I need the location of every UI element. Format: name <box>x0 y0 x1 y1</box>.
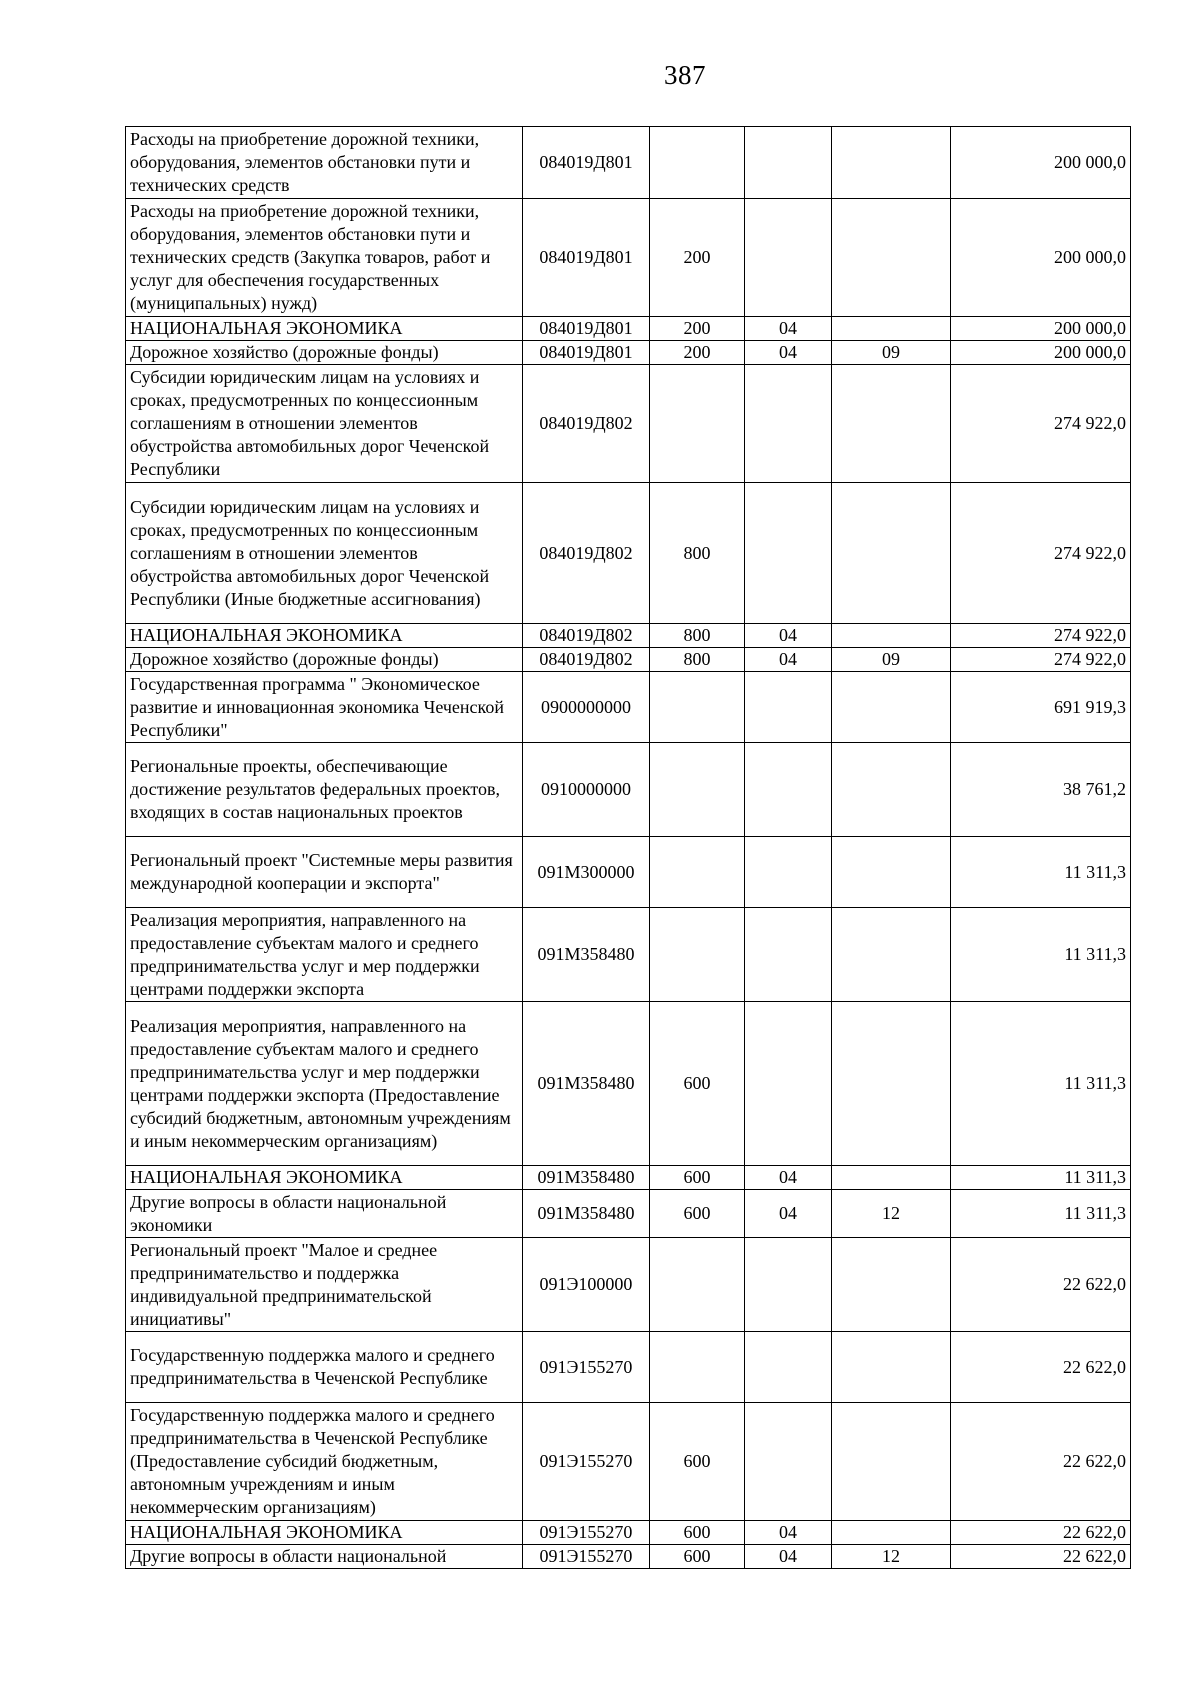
row-target-code: 084019Д801 <box>523 127 650 199</box>
row-target-code: 0910000000 <box>523 743 650 837</box>
row-subsection <box>832 483 951 624</box>
row-target-code: 091М358480 <box>523 1002 650 1166</box>
row-amount: 274 922,0 <box>951 365 1131 483</box>
row-section: 04 <box>745 1521 832 1545</box>
row-target-code: 091М358480 <box>523 1166 650 1190</box>
row-section <box>745 837 832 908</box>
row-amount: 274 922,0 <box>951 483 1131 624</box>
row-expense-type <box>650 908 745 1002</box>
row-expense-type <box>650 365 745 483</box>
row-section <box>745 908 832 1002</box>
row-subsection <box>832 908 951 1002</box>
row-section <box>745 1002 832 1166</box>
row-target-code: 084019Д801 <box>523 341 650 365</box>
row-section <box>745 743 832 837</box>
row-expense-type: 600 <box>650 1166 745 1190</box>
row-amount: 22 622,0 <box>951 1545 1131 1569</box>
row-expense-type: 600 <box>650 1403 745 1521</box>
row-name: Государственная программа " Экономическое развитие и инновационная экономика Чеченской Республики" <box>126 672 523 743</box>
row-amount: 200 000,0 <box>951 341 1131 365</box>
row-expense-type: 800 <box>650 483 745 624</box>
row-target-code: 091М300000 <box>523 837 650 908</box>
row-expense-type: 200 <box>650 341 745 365</box>
row-amount: 22 622,0 <box>951 1403 1131 1521</box>
row-section <box>745 1332 832 1403</box>
row-name: Субсидии юридическим лицам на условиях и сроках, предусмотренных по концессионным соглашениям в отношении элементов обустройства автомобильных дорог Чеченской Республики <box>126 365 523 483</box>
row-target-code: 091Э155270 <box>523 1403 650 1521</box>
budget-table <box>125 126 1131 1569</box>
row-subsection <box>832 1332 951 1403</box>
row-target-code: 084019Д802 <box>523 624 650 648</box>
row-name: Государственную поддержка малого и среднего предпринимательства в Чеченской Республике (Предоставление субсидий бюджетным, автономным учреждениям и иным некоммерческим организациям) <box>126 1403 523 1521</box>
row-section <box>745 199 832 317</box>
table-row <box>126 1166 1131 1190</box>
row-section <box>745 1403 832 1521</box>
row-section <box>745 672 832 743</box>
row-amount: 274 922,0 <box>951 648 1131 672</box>
table-row <box>126 1521 1131 1545</box>
row-amount: 200 000,0 <box>951 199 1131 317</box>
row-name: Другие вопросы в области национальной экономики <box>126 1190 523 1238</box>
row-subsection <box>832 1403 951 1521</box>
row-section <box>745 1238 832 1332</box>
row-subsection <box>832 1002 951 1166</box>
table-row <box>126 648 1131 672</box>
row-name: Реализация мероприятия, направленного на предоставление субъектам малого и среднего предпринимательства услуг и мер поддержки центрами поддержки экспорта (Предоставление субсидий бюджетным, автономным учреждениям и иным некоммерческим организациям) <box>126 1002 523 1166</box>
table-row <box>126 908 1131 1002</box>
table-row <box>126 341 1131 365</box>
row-target-code: 091Э100000 <box>523 1238 650 1332</box>
row-target-code: 091Э155270 <box>523 1545 650 1569</box>
table-row <box>126 1002 1131 1166</box>
table-row <box>126 672 1131 743</box>
table-row <box>126 624 1131 648</box>
row-name: НАЦИОНАЛЬНАЯ ЭКОНОМИКА <box>126 317 523 341</box>
row-name: Государственную поддержка малого и среднего предпринимательства в Чеченской Республике <box>126 1332 523 1403</box>
row-section <box>745 127 832 199</box>
table-row <box>126 1332 1131 1403</box>
row-subsection <box>832 837 951 908</box>
row-section: 04 <box>745 624 832 648</box>
row-expense-type: 600 <box>650 1521 745 1545</box>
row-name: Дорожное хозяйство (дорожные фонды) <box>126 341 523 365</box>
row-target-code: 084019Д802 <box>523 365 650 483</box>
row-subsection <box>832 199 951 317</box>
row-subsection <box>832 365 951 483</box>
row-amount: 11 311,3 <box>951 1002 1131 1166</box>
row-name: Региональные проекты, обеспечивающие достижение результатов федеральных проектов, входящих в состав национальных проектов <box>126 743 523 837</box>
row-amount: 11 311,3 <box>951 1166 1131 1190</box>
row-section: 04 <box>745 1545 832 1569</box>
budget-table-body <box>126 127 1131 1569</box>
row-target-code: 084019Д802 <box>523 483 650 624</box>
row-section: 04 <box>745 341 832 365</box>
row-amount: 11 311,3 <box>951 1190 1131 1238</box>
table-row <box>126 365 1131 483</box>
row-section <box>745 365 832 483</box>
row-name: НАЦИОНАЛЬНАЯ ЭКОНОМИКА <box>126 1521 523 1545</box>
row-amount: 11 311,3 <box>951 837 1131 908</box>
row-expense-type: 600 <box>650 1545 745 1569</box>
row-name: Реализация мероприятия, направленного на предоставление субъектам малого и среднего предпринимательства услуг и мер поддержки центрами поддержки экспорта <box>126 908 523 1002</box>
table-row <box>126 199 1131 317</box>
row-expense-type <box>650 127 745 199</box>
row-name: Субсидии юридическим лицам на условиях и сроках, предусмотренных по концессионным соглашениям в отношении элементов обустройства автомобильных дорог Чеченской Республики (Иные бюджетные ассигнования) <box>126 483 523 624</box>
page-number: 387 <box>664 60 706 90</box>
row-subsection <box>832 317 951 341</box>
row-name: НАЦИОНАЛЬНАЯ ЭКОНОМИКА <box>126 624 523 648</box>
row-amount: 691 919,3 <box>951 672 1131 743</box>
row-expense-type <box>650 672 745 743</box>
row-expense-type: 200 <box>650 317 745 341</box>
row-amount: 22 622,0 <box>951 1238 1131 1332</box>
row-subsection: 12 <box>832 1545 951 1569</box>
row-subsection <box>832 743 951 837</box>
row-target-code: 084019Д802 <box>523 648 650 672</box>
row-section <box>745 483 832 624</box>
row-expense-type: 600 <box>650 1002 745 1166</box>
row-subsection <box>832 127 951 199</box>
row-amount: 11 311,3 <box>951 908 1131 1002</box>
row-name: Расходы на приобретение дорожной техники, оборудования, элементов обстановки пути и технических средств (Закупка товаров, работ и услуг для обеспечения государственных (муниципальных) нужд) <box>126 199 523 317</box>
row-subsection <box>832 1238 951 1332</box>
row-name: Другие вопросы в области национальной <box>126 1545 523 1569</box>
row-subsection <box>832 1521 951 1545</box>
row-subsection <box>832 672 951 743</box>
row-name: Региональный проект "Системные меры развития международной кооперации и экспорта" <box>126 837 523 908</box>
row-target-code: 0900000000 <box>523 672 650 743</box>
row-expense-type <box>650 837 745 908</box>
row-name: НАЦИОНАЛЬНАЯ ЭКОНОМИКА <box>126 1166 523 1190</box>
row-amount: 274 922,0 <box>951 624 1131 648</box>
table-row <box>126 1190 1131 1238</box>
row-target-code: 091М358480 <box>523 1190 650 1238</box>
row-expense-type <box>650 743 745 837</box>
table-row <box>126 837 1131 908</box>
row-subsection <box>832 624 951 648</box>
row-amount: 22 622,0 <box>951 1521 1131 1545</box>
row-amount: 22 622,0 <box>951 1332 1131 1403</box>
row-section: 04 <box>745 1190 832 1238</box>
row-expense-type: 800 <box>650 648 745 672</box>
row-target-code: 084019Д801 <box>523 199 650 317</box>
table-row <box>126 317 1131 341</box>
row-expense-type: 800 <box>650 624 745 648</box>
table-row <box>126 127 1131 199</box>
row-target-code: 084019Д801 <box>523 317 650 341</box>
table-row <box>126 483 1131 624</box>
row-amount: 200 000,0 <box>951 317 1131 341</box>
row-section: 04 <box>745 1166 832 1190</box>
row-name: Региональный проект "Малое и среднее предпринимательство и поддержка индивидуальной предпринимательской инициативы" <box>126 1238 523 1332</box>
table-row <box>126 1403 1131 1521</box>
row-target-code: 091Э155270 <box>523 1521 650 1545</box>
row-amount: 38 761,2 <box>951 743 1131 837</box>
row-expense-type <box>650 1332 745 1403</box>
row-expense-type: 200 <box>650 199 745 317</box>
row-name: Расходы на приобретение дорожной техники, оборудования, элементов обстановки пути и технических средств <box>126 127 523 199</box>
row-amount: 200 000,0 <box>951 127 1131 199</box>
table-row <box>126 1545 1131 1569</box>
row-target-code: 091Э155270 <box>523 1332 650 1403</box>
row-name: Дорожное хозяйство (дорожные фонды) <box>126 648 523 672</box>
table-row <box>126 743 1131 837</box>
row-section: 04 <box>745 317 832 341</box>
row-expense-type <box>650 1238 745 1332</box>
row-section: 04 <box>745 648 832 672</box>
row-subsection: 09 <box>832 648 951 672</box>
row-subsection: 12 <box>832 1190 951 1238</box>
row-subsection: 09 <box>832 341 951 365</box>
row-expense-type: 600 <box>650 1190 745 1238</box>
row-target-code: 091М358480 <box>523 908 650 1002</box>
table-row <box>126 1238 1131 1332</box>
row-subsection <box>832 1166 951 1190</box>
